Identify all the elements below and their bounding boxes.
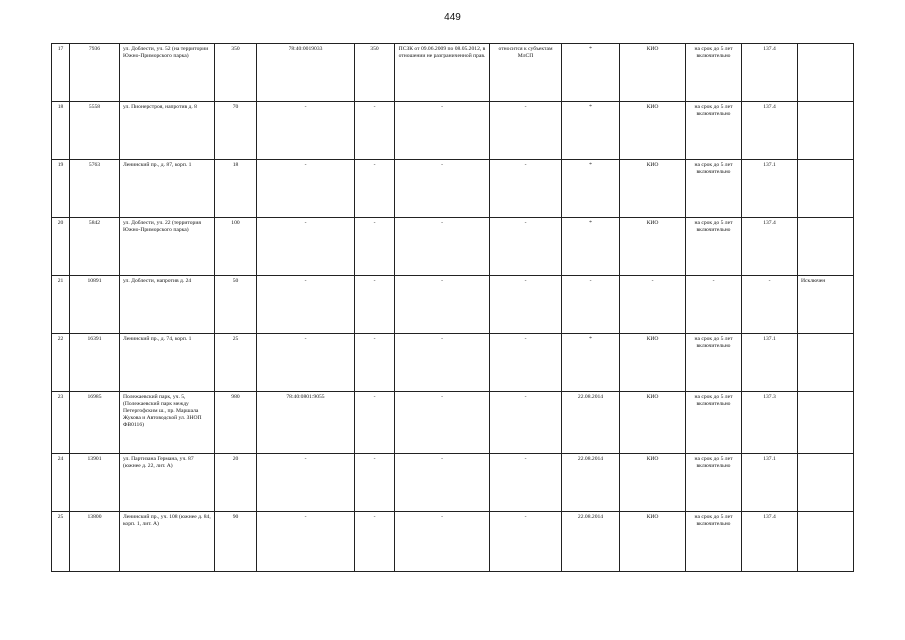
cell-object-id: 10891 — [70, 276, 120, 334]
cell-area: 18 — [215, 160, 257, 218]
cell-date: 22.08.2014 — [562, 392, 620, 454]
cell-type: КИО — [620, 102, 686, 160]
cell-area: 50 — [215, 276, 257, 334]
cell-address: ул. Доблести, уч. 22 (территория Южно-Приморского парка) — [120, 218, 215, 276]
table-row — [52, 512, 854, 572]
cell-cadastral-area: - — [355, 276, 395, 334]
cell-object-id: 5842 — [70, 218, 120, 276]
cell-term: на срок до 5 лет включительно — [686, 160, 742, 218]
cell-price: 137.3 — [742, 392, 798, 454]
cell-owner: - — [490, 392, 562, 454]
land-plots-table — [51, 43, 854, 572]
cell-owner: - — [490, 334, 562, 392]
cell-note — [798, 454, 854, 512]
cell-cadastral-area: - — [355, 334, 395, 392]
cell-object-id: 16985 — [70, 392, 120, 454]
cell-term: на срок до 5 лет включительно — [686, 392, 742, 454]
cell-cadastral-number: - — [257, 276, 355, 334]
table-row — [52, 102, 854, 160]
cell-price: 137.4 — [742, 102, 798, 160]
cell-date: - — [562, 276, 620, 334]
cell-document: - — [395, 160, 490, 218]
cell-row-number: 24 — [52, 454, 70, 512]
cell-area: 70 — [215, 102, 257, 160]
cell-row-number: 21 — [52, 276, 70, 334]
cell-type: КИО — [620, 512, 686, 572]
cell-cadastral-area: - — [355, 392, 395, 454]
cell-term: - — [686, 276, 742, 334]
table-row — [52, 44, 854, 102]
cell-cadastral-area: 350 — [355, 44, 395, 102]
cell-row-number: 22 — [52, 334, 70, 392]
cell-cadastral-number: - — [257, 512, 355, 572]
cell-date: * — [562, 160, 620, 218]
cell-term: на срок до 5 лет включительно — [686, 512, 742, 572]
cell-type: - — [620, 276, 686, 334]
cell-note: Исключен — [798, 276, 854, 334]
cell-term: на срок до 5 лет включительно — [686, 102, 742, 160]
cell-cadastral-area: - — [355, 512, 395, 572]
cell-price: - — [742, 276, 798, 334]
cell-address: Полежаевский парк, уч. 5, (Полежаевский парк между Петергофским ш., пр. Маршала Жукова и Автоводской ул. ЗНОП ФВ0116) — [120, 392, 215, 454]
cell-row-number: 25 — [52, 512, 70, 572]
cell-object-id: 7936 — [70, 44, 120, 102]
cell-cadastral-number: - — [257, 102, 355, 160]
cell-date: 22.08.2014 — [562, 454, 620, 512]
cell-term: на срок до 5 лет включительно — [686, 44, 742, 102]
cell-object-id: 5558 — [70, 102, 120, 160]
cell-note — [798, 334, 854, 392]
cell-cadastral-number: - — [257, 160, 355, 218]
cell-owner: - — [490, 454, 562, 512]
cell-note — [798, 392, 854, 454]
cell-term: на срок до 5 лет включительно — [686, 218, 742, 276]
table-row — [52, 218, 854, 276]
page-number: 449 — [444, 12, 461, 23]
cell-row-number: 20 — [52, 218, 70, 276]
cell-owner: - — [490, 218, 562, 276]
cell-date: * — [562, 102, 620, 160]
table-row — [52, 392, 854, 454]
cell-date: 22.08.2014 — [562, 512, 620, 572]
cell-price: 137.1 — [742, 334, 798, 392]
cell-price: 137.4 — [742, 512, 798, 572]
cell-type: КИО — [620, 44, 686, 102]
cell-cadastral-area: - — [355, 102, 395, 160]
cell-area: 980 — [215, 392, 257, 454]
cell-address: Ленинский пр., д. 74, корп. 1 — [120, 334, 215, 392]
cell-document: - — [395, 276, 490, 334]
cell-price: 137.1 — [742, 160, 798, 218]
cell-area: 90 — [215, 512, 257, 572]
cell-document: - — [395, 454, 490, 512]
table-row — [52, 334, 854, 392]
cell-cadastral-area: - — [355, 454, 395, 512]
cell-term: на срок до 5 лет включительно — [686, 334, 742, 392]
cell-object-id: 13901 — [70, 454, 120, 512]
cell-row-number: 19 — [52, 160, 70, 218]
cell-owner: - — [490, 160, 562, 218]
cell-object-id: 13800 — [70, 512, 120, 572]
cell-cadastral-area: - — [355, 160, 395, 218]
cell-cadastral-number: - — [257, 218, 355, 276]
cell-date: * — [562, 44, 620, 102]
cell-area: 350 — [215, 44, 257, 102]
cell-area: 100 — [215, 218, 257, 276]
cell-document: ПСЗК от 09.06.2009 по 08.05.2012, в отношении не разграниченной прав. — [395, 44, 490, 102]
cell-row-number: 18 — [52, 102, 70, 160]
cell-price: 137.4 — [742, 218, 798, 276]
cell-note — [798, 512, 854, 572]
cell-document: - — [395, 102, 490, 160]
cell-type: КИО — [620, 218, 686, 276]
cell-price: 137.4 — [742, 44, 798, 102]
cell-type: КИО — [620, 334, 686, 392]
cell-document: - — [395, 218, 490, 276]
cell-owner: относится к субъектам МлСП — [490, 44, 562, 102]
cell-note — [798, 102, 854, 160]
table-row — [52, 160, 854, 218]
cell-address: ул. Доблести, уч. 52 (на территории Южно-Приморского парка) — [120, 44, 215, 102]
cell-cadastral-number: 78:40:0801:9055 — [257, 392, 355, 454]
cell-area: 25 — [215, 334, 257, 392]
cell-cadastral-number: 78:40:0019033 — [257, 44, 355, 102]
cell-owner: - — [490, 276, 562, 334]
cell-object-id: 5763 — [70, 160, 120, 218]
cell-owner: - — [490, 102, 562, 160]
table-row — [52, 454, 854, 512]
cell-type: КИО — [620, 160, 686, 218]
cell-note — [798, 160, 854, 218]
cell-cadastral-number: - — [257, 454, 355, 512]
cell-type: КИО — [620, 392, 686, 454]
cell-document: - — [395, 512, 490, 572]
cell-document: - — [395, 334, 490, 392]
cell-address: Ленинский пр., уч. 108 (южнее д. 84, корп. 1, лит. А) — [120, 512, 215, 572]
cell-cadastral-area: - — [355, 218, 395, 276]
cell-document: - — [395, 392, 490, 454]
cell-address: ул. Пионерстроя, напротив д. 8 — [120, 102, 215, 160]
cell-address: Ленинский пр., д. 87, корп. 1 — [120, 160, 215, 218]
cell-type: КИО — [620, 454, 686, 512]
cell-row-number: 17 — [52, 44, 70, 102]
cell-address: ул. Доблести, напротив д. 24 — [120, 276, 215, 334]
table-row — [52, 276, 854, 334]
cell-date: * — [562, 334, 620, 392]
cell-cadastral-number: - — [257, 334, 355, 392]
cell-object-id: 16391 — [70, 334, 120, 392]
cell-row-number: 23 — [52, 392, 70, 454]
cell-address: ул. Партизана Германа, уч. 87 (южнее д. 22, лит. А) — [120, 454, 215, 512]
cell-note — [798, 44, 854, 102]
cell-owner: - — [490, 512, 562, 572]
cell-term: на срок до 5 лет включительно — [686, 454, 742, 512]
cell-note — [798, 218, 854, 276]
cell-date: * — [562, 218, 620, 276]
cell-price: 137.1 — [742, 454, 798, 512]
cell-area: 20 — [215, 454, 257, 512]
